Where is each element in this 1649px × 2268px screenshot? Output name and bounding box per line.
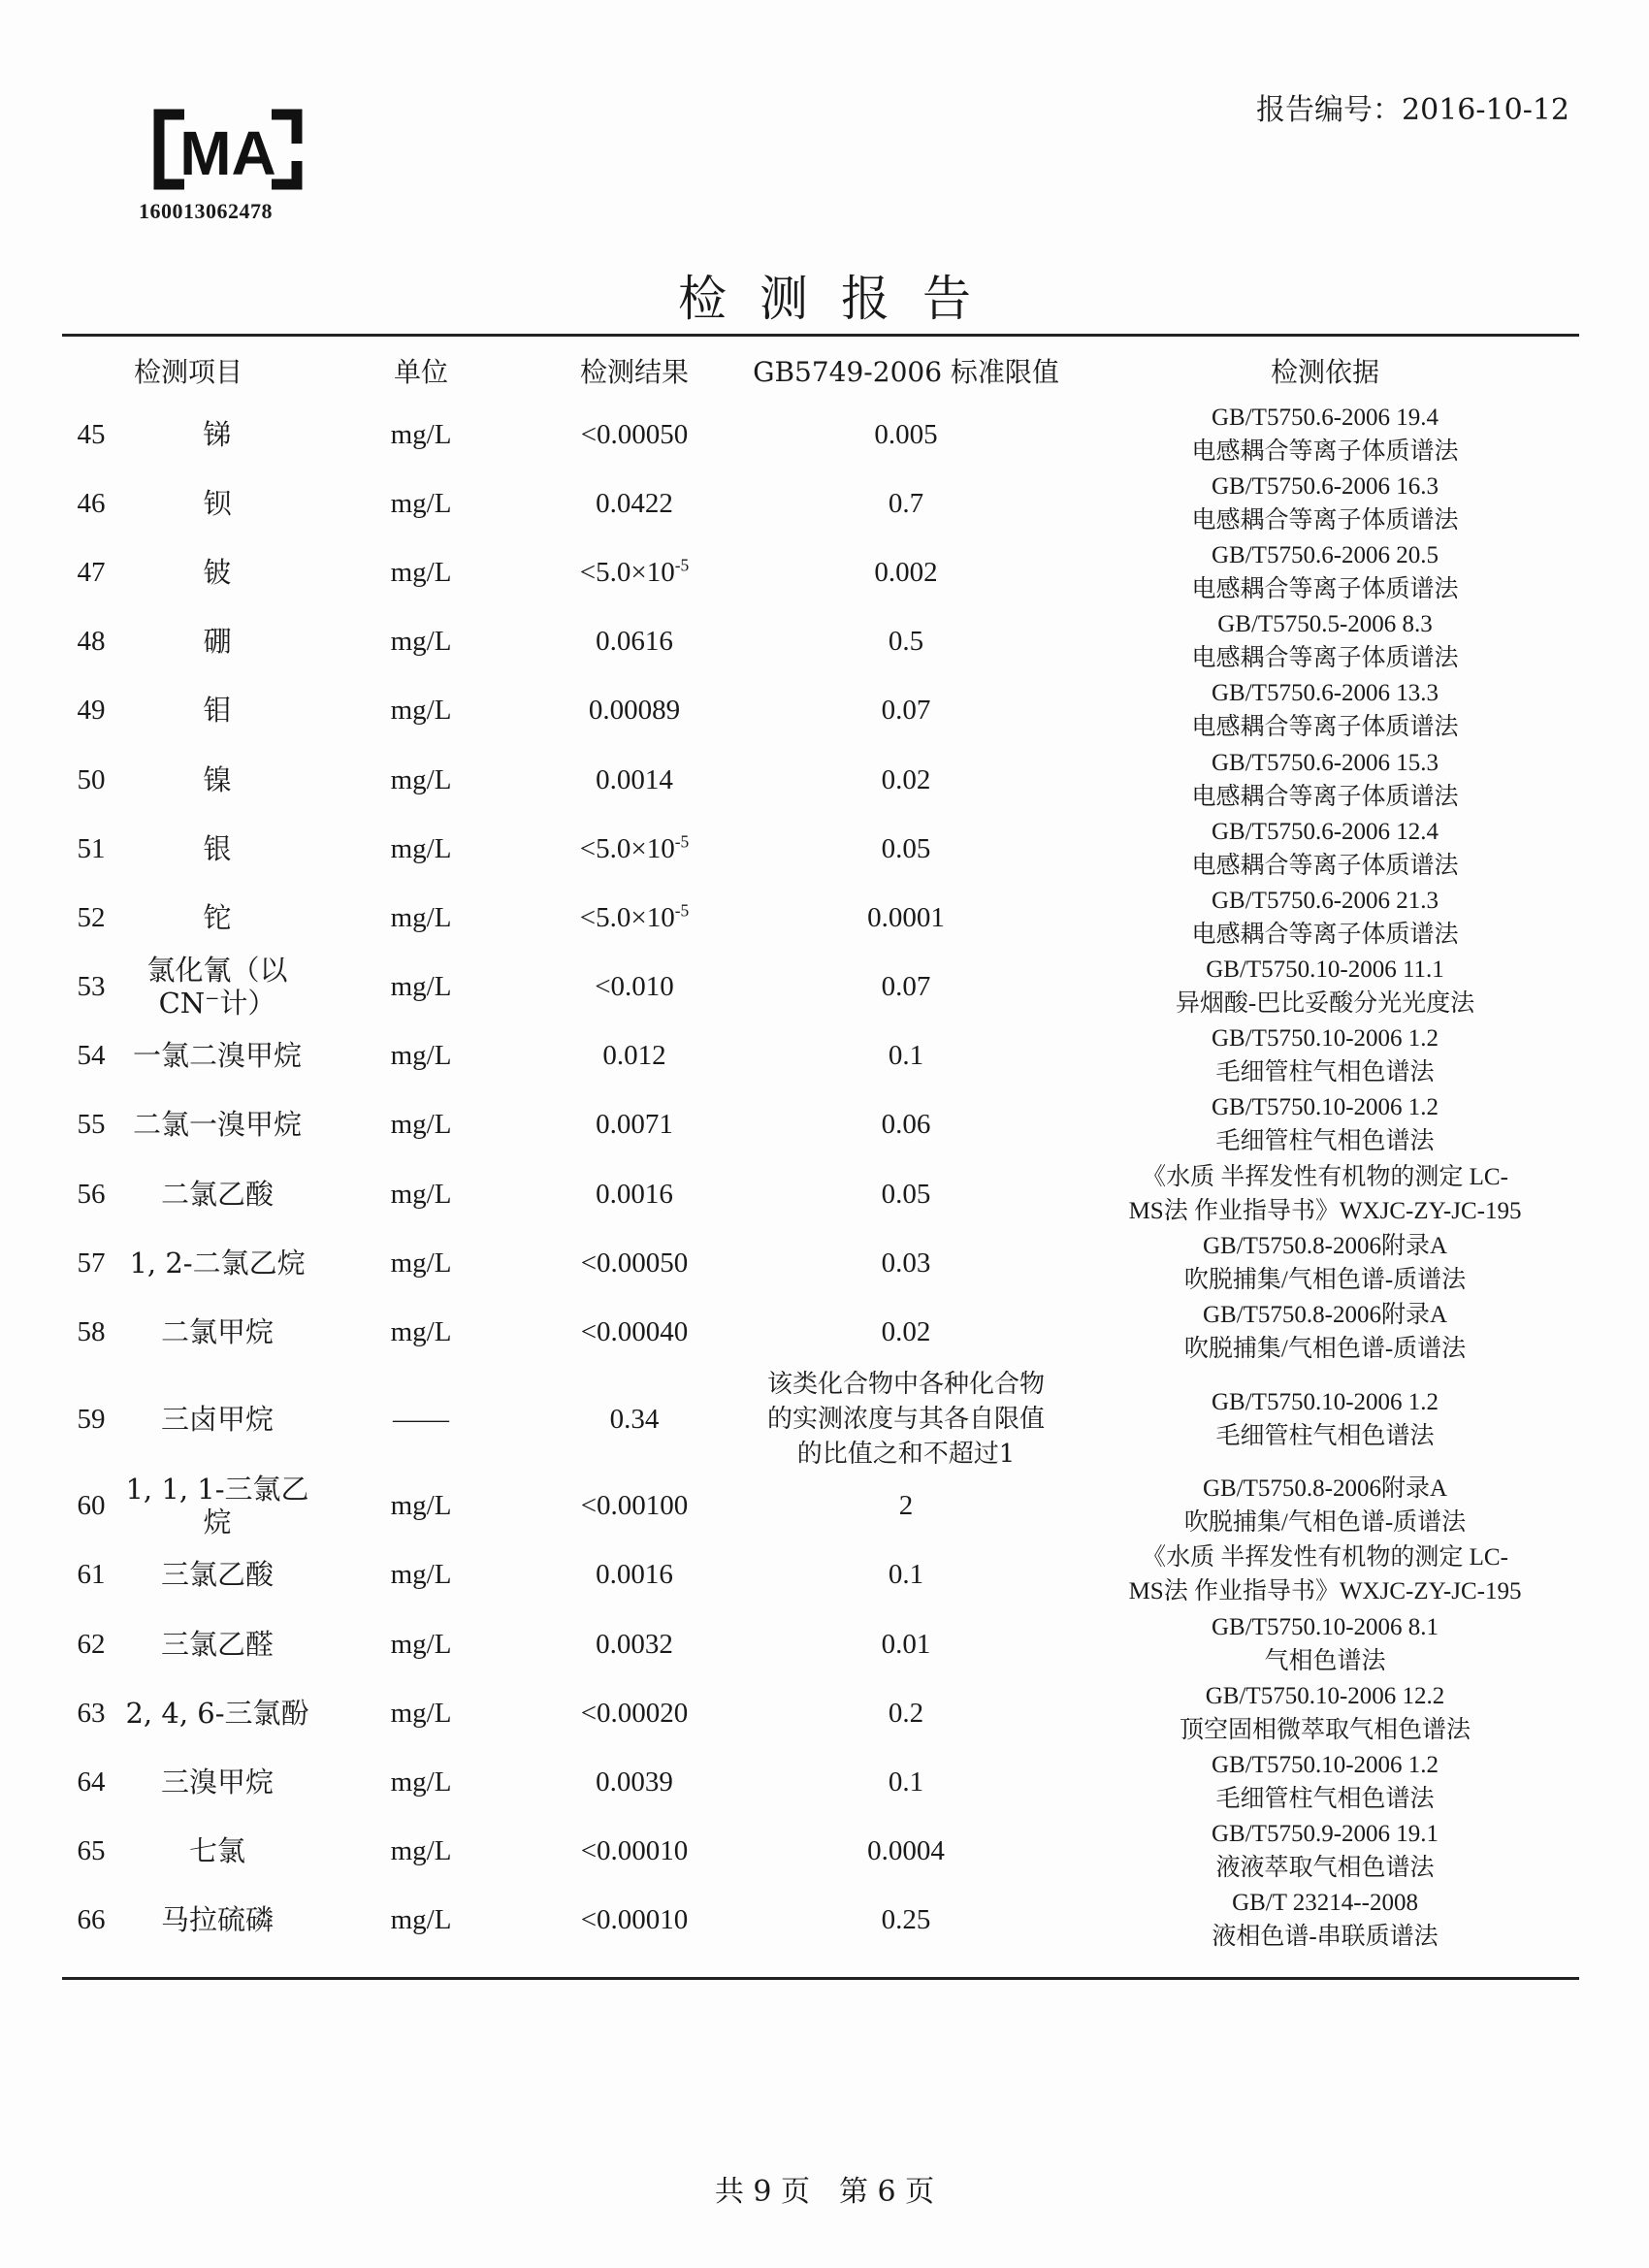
basis-value xyxy=(1071,1678,1579,1747)
limit-value: 0.01 xyxy=(881,1628,931,1660)
item-name: 硼 xyxy=(203,625,232,659)
table-row xyxy=(62,1886,1579,1955)
result-text: <0.00010 xyxy=(580,1835,689,1867)
table-row xyxy=(62,1367,1579,1472)
item-name: 铊 xyxy=(203,900,232,934)
unit-value: mg/L xyxy=(390,971,452,1003)
limit-value: 2 xyxy=(898,1490,914,1522)
column-header-basis: 检测依据 xyxy=(1271,356,1380,388)
row-number: 60 xyxy=(77,1490,106,1522)
table-body xyxy=(62,400,1579,1955)
basis-line: GB/T5750.10-2006 8.1 xyxy=(1212,1613,1439,1640)
basis-value xyxy=(1071,1472,1579,1540)
basis-value xyxy=(1071,745,1579,814)
result-value xyxy=(528,1472,741,1540)
row-number: 54 xyxy=(77,1040,106,1072)
result-value xyxy=(528,1817,741,1886)
limit-value: 0.05 xyxy=(881,832,931,864)
basis-line: GB/T5750.8-2006附录A xyxy=(1202,1475,1448,1503)
basis-line: GB/T5750.6-2006 16.3 xyxy=(1212,472,1439,500)
row-number: 59 xyxy=(77,1403,106,1435)
basis-line: 电感耦合等离子体质谱法 xyxy=(1191,437,1459,465)
result-value xyxy=(528,1159,741,1228)
basis-line: GB/T5750.6-2006 15.3 xyxy=(1212,749,1439,776)
basis-line: 顶空固相微萃取气相色谱法 xyxy=(1180,1716,1471,1743)
result-text: 0.0422 xyxy=(596,487,673,519)
limit-note-line: 的比值之和不超过1 xyxy=(796,1439,1016,1469)
result-text: 0.012 xyxy=(602,1040,666,1072)
column-header-limit: GB5749-2006 标准限值 xyxy=(753,356,1059,388)
basis-line: GB/T5750.5-2006 8.3 xyxy=(1217,611,1433,638)
result-text: 0.34 xyxy=(609,1403,660,1435)
row-number: 66 xyxy=(77,1904,106,1936)
unit-value: mg/L xyxy=(390,1628,452,1660)
limit-value: 0.1 xyxy=(888,1766,924,1798)
item-name: 七氯 xyxy=(189,1834,246,1868)
result-text: <0.00050 xyxy=(580,1247,689,1279)
result-value xyxy=(528,1747,741,1816)
row-number: 63 xyxy=(77,1697,106,1729)
limit-value: 0.02 xyxy=(881,1316,931,1348)
table-row xyxy=(62,400,1579,469)
result-value xyxy=(528,1540,741,1609)
basis-line: 毛细管柱气相色谱法 xyxy=(1215,1785,1435,1812)
results-table xyxy=(62,341,1579,1955)
result-value xyxy=(528,1609,741,1678)
basis-value xyxy=(1071,883,1579,952)
row-number: 57 xyxy=(77,1247,106,1279)
result-text: 0.0016 xyxy=(596,1178,673,1210)
table-row xyxy=(62,745,1579,814)
result-value xyxy=(528,1021,741,1090)
row-number: 46 xyxy=(77,487,106,519)
basis-line: 《水质 半挥发性有机物的测定 LC- xyxy=(1142,1544,1508,1571)
result-text: 0.0014 xyxy=(596,763,673,795)
unit-value: mg/L xyxy=(390,1559,452,1591)
basis-value xyxy=(1071,607,1579,676)
basis-line: GB/T5750.8-2006附录A xyxy=(1202,1302,1448,1329)
result-text: <5.0×10 xyxy=(579,832,675,864)
basis-line: 电感耦合等离子体质谱法 xyxy=(1191,921,1459,948)
item-name: 一氯二溴甲烷 xyxy=(133,1039,303,1073)
result-text: <5.0×10 xyxy=(579,901,675,933)
basis-value xyxy=(1071,814,1579,883)
unit-value: mg/L xyxy=(390,1178,452,1210)
table-row xyxy=(62,953,1579,1021)
table-row xyxy=(62,676,1579,745)
basis-value xyxy=(1071,953,1579,1021)
result-value xyxy=(528,1297,741,1366)
limit-note-line: 该类化合物中各种化合物 xyxy=(767,1369,1046,1399)
limit-value: 0.005 xyxy=(874,418,938,450)
column-header-unit: 单位 xyxy=(394,356,449,388)
basis-line: 电感耦合等离子体质谱法 xyxy=(1191,575,1459,602)
basis-line: 电感耦合等离子体质谱法 xyxy=(1191,783,1459,810)
item-name: 1, 1, 1-三氯乙烷 xyxy=(125,1473,309,1539)
result-text: 0.0071 xyxy=(596,1109,673,1141)
page-footer: 共 9 页 第 6 页 xyxy=(714,2175,935,2209)
result-value xyxy=(528,676,741,745)
result-value xyxy=(528,814,741,883)
basis-line: 电感耦合等离子体质谱法 xyxy=(1191,714,1459,741)
limit-value: 0.05 xyxy=(881,1178,931,1210)
basis-line: GB/T5750.9-2006 19.1 xyxy=(1212,1821,1439,1848)
limit-value: 0.7 xyxy=(888,487,924,519)
result-value xyxy=(528,607,741,676)
item-name: 钡 xyxy=(203,486,232,520)
unit-value: —— xyxy=(393,1403,450,1435)
item-name: 铍 xyxy=(203,555,232,589)
unit-value: mg/L xyxy=(390,1490,452,1522)
basis-value xyxy=(1071,1609,1579,1678)
table-row xyxy=(62,1678,1579,1747)
basis-value xyxy=(1071,1747,1579,1816)
table-row xyxy=(62,1817,1579,1886)
basis-line: GB/T5750.6-2006 13.3 xyxy=(1212,680,1439,707)
limit-value: 0.07 xyxy=(881,695,931,727)
item-name: 氯化氰（以CN⁻计） xyxy=(146,954,288,1021)
basis-value xyxy=(1071,469,1579,537)
table-row xyxy=(62,1090,1579,1159)
unit-value: mg/L xyxy=(390,695,452,727)
result-text: <0.010 xyxy=(595,971,674,1003)
basis-line: GB/T5750.10-2006 12.2 xyxy=(1205,1682,1445,1709)
basis-line: 毛细管柱气相色谱法 xyxy=(1215,1422,1435,1449)
limit-value: 0.002 xyxy=(874,556,938,588)
table-row xyxy=(62,883,1579,952)
basis-line: 毛细管柱气相色谱法 xyxy=(1215,1128,1435,1155)
unit-value: mg/L xyxy=(390,556,452,588)
basis-line: GB/T5750.10-2006 1.2 xyxy=(1212,1388,1439,1415)
item-name: 三氯乙酸 xyxy=(161,1558,275,1592)
cma-logo-text: MA xyxy=(179,118,276,188)
unit-value: mg/L xyxy=(390,1109,452,1141)
result-text: <5.0×10 xyxy=(579,556,675,588)
basis-value xyxy=(1071,1540,1579,1609)
item-name: 钼 xyxy=(203,694,232,728)
item-name: 三溴甲烷 xyxy=(161,1765,275,1798)
unit-value: mg/L xyxy=(390,832,452,864)
item-name: 马拉硫磷 xyxy=(161,1903,275,1937)
row-number: 49 xyxy=(77,695,106,727)
basis-line: 液相色谱-串联质谱法 xyxy=(1212,1924,1439,1951)
limit-value: 0.02 xyxy=(881,763,931,795)
table-row xyxy=(62,607,1579,676)
row-number: 52 xyxy=(77,901,106,933)
basis-value xyxy=(1071,1228,1579,1297)
basis-value xyxy=(1071,1021,1579,1090)
table-row xyxy=(62,1021,1579,1090)
result-value xyxy=(528,745,741,814)
table-row xyxy=(62,1609,1579,1678)
table-row xyxy=(62,469,1579,537)
row-number: 61 xyxy=(77,1559,106,1591)
table-row xyxy=(62,537,1579,606)
basis-line: 电感耦合等离子体质谱法 xyxy=(1191,852,1459,879)
basis-line: MS法 作业指导书》WXJC-ZY-JC-195 xyxy=(1128,1578,1522,1605)
basis-line: GB/T5750.8-2006附录A xyxy=(1202,1232,1448,1259)
limit-value: 0.06 xyxy=(881,1109,931,1141)
basis-line: 液液萃取气相色谱法 xyxy=(1215,1855,1435,1882)
item-name: 镍 xyxy=(203,762,232,796)
result-value xyxy=(528,1678,741,1747)
basis-line: 异烟酸-巴比妥酸分光光度法 xyxy=(1175,990,1475,1018)
unit-value: mg/L xyxy=(390,1040,452,1072)
limit-value: 0.25 xyxy=(881,1904,931,1936)
table-row xyxy=(62,1747,1579,1816)
basis-line: 电感耦合等离子体质谱法 xyxy=(1191,645,1459,672)
unit-value: mg/L xyxy=(390,763,452,795)
limit-value: 0.2 xyxy=(888,1697,924,1729)
basis-line: 《水质 半挥发性有机物的测定 LC- xyxy=(1142,1163,1508,1190)
unit-value: mg/L xyxy=(390,1697,452,1729)
row-number: 56 xyxy=(77,1178,106,1210)
unit-value: mg/L xyxy=(390,1247,452,1279)
result-text: 0.0039 xyxy=(596,1766,673,1798)
result-value xyxy=(528,400,741,469)
table-bottom-rule xyxy=(62,1977,1579,1980)
result-value xyxy=(528,469,741,537)
result-exponent: -5 xyxy=(674,831,690,852)
basis-line: 吹脱捕集/气相色谱-质谱法 xyxy=(1183,1266,1467,1293)
row-number: 50 xyxy=(77,763,106,795)
result-value xyxy=(528,1228,741,1297)
result-text: 0.0016 xyxy=(596,1559,673,1591)
result-text: <0.00010 xyxy=(580,1904,689,1936)
item-name: 三卤甲烷 xyxy=(161,1402,275,1436)
row-number: 53 xyxy=(77,971,106,1003)
result-text: <0.00050 xyxy=(580,418,689,450)
result-text: 0.0616 xyxy=(596,626,673,658)
basis-line: 电感耦合等离子体质谱法 xyxy=(1191,506,1459,534)
row-number: 45 xyxy=(77,418,106,450)
table-row xyxy=(62,1297,1579,1366)
basis-line: GB/T 23214--2008 xyxy=(1232,1890,1418,1917)
item-name: 1, 2-二氯乙烷 xyxy=(129,1246,306,1280)
basis-value xyxy=(1071,1817,1579,1886)
basis-value xyxy=(1071,1159,1579,1228)
basis-value xyxy=(1071,400,1579,469)
item-name: 二氯一溴甲烷 xyxy=(133,1108,303,1142)
row-number: 48 xyxy=(77,626,106,658)
basis-value xyxy=(1071,1886,1579,1955)
table-row xyxy=(62,1228,1579,1297)
unit-value: mg/L xyxy=(390,901,452,933)
basis-line: GB/T5750.6-2006 12.4 xyxy=(1212,818,1439,845)
column-header-item: 检测项目 xyxy=(134,356,243,388)
limit-value: 0.0004 xyxy=(867,1835,945,1867)
unit-value: mg/L xyxy=(390,487,452,519)
row-number: 64 xyxy=(77,1766,106,1798)
item-name: 2, 4, 6-三氯酚 xyxy=(125,1696,309,1730)
row-number: 62 xyxy=(77,1628,106,1660)
basis-value xyxy=(1071,1090,1579,1159)
cma-logo xyxy=(146,105,310,194)
unit-value: mg/L xyxy=(390,1904,452,1936)
unit-value: mg/L xyxy=(390,1835,452,1867)
table-top-rule xyxy=(62,334,1579,337)
basis-value xyxy=(1071,1367,1579,1472)
item-name: 二氯乙酸 xyxy=(161,1177,275,1211)
basis-line: 吹脱捕集/气相色谱-质谱法 xyxy=(1183,1336,1467,1363)
row-number: 58 xyxy=(77,1316,106,1348)
item-name: 三氯乙醛 xyxy=(161,1627,275,1661)
result-value xyxy=(528,1090,741,1159)
report-number: 报告编号：2016-10-12 xyxy=(1256,93,1569,127)
item-name: 二氯甲烷 xyxy=(161,1315,275,1349)
table-row xyxy=(62,1540,1579,1609)
item-name: 锑 xyxy=(203,417,232,451)
table-row xyxy=(62,1472,1579,1540)
basis-value xyxy=(1071,537,1579,606)
unit-value: mg/L xyxy=(390,1316,452,1348)
row-number: 51 xyxy=(77,832,106,864)
row-number: 65 xyxy=(77,1835,106,1867)
basis-line: GB/T5750.10-2006 1.2 xyxy=(1212,1094,1439,1121)
unit-value: mg/L xyxy=(390,418,452,450)
basis-line: 毛细管柱气相色谱法 xyxy=(1215,1059,1435,1086)
basis-line: GB/T5750.6-2006 20.5 xyxy=(1212,541,1439,568)
row-number: 55 xyxy=(77,1109,106,1141)
limit-note-line: 的实测浓度与其各自限值 xyxy=(767,1404,1046,1434)
cma-certificate-number: 160013062478 xyxy=(139,199,273,223)
limit-value: 0.1 xyxy=(888,1040,924,1072)
limit-value: 0.03 xyxy=(881,1247,931,1279)
column-header-result: 检测结果 xyxy=(580,356,690,388)
result-value xyxy=(528,1367,741,1472)
basis-value xyxy=(1071,1297,1579,1366)
basis-line: GB/T5750.10-2006 11.1 xyxy=(1206,956,1444,984)
table-row xyxy=(62,814,1579,883)
result-value xyxy=(528,1886,741,1955)
unit-value: mg/L xyxy=(390,1766,452,1798)
basis-line: 吹脱捕集/气相色谱-质谱法 xyxy=(1183,1509,1467,1537)
basis-line: GB/T5750.10-2006 1.2 xyxy=(1212,1025,1439,1053)
basis-line: GB/T5750.10-2006 1.2 xyxy=(1212,1751,1439,1778)
result-exponent: -5 xyxy=(674,900,690,921)
result-text: <0.00100 xyxy=(580,1490,689,1522)
table-row xyxy=(62,1159,1579,1228)
limit-note xyxy=(741,1367,1071,1472)
limit-value: 0.0001 xyxy=(867,901,945,933)
item-name: 银 xyxy=(203,831,232,865)
limit-value: 0.1 xyxy=(888,1559,924,1591)
basis-line: GB/T5750.6-2006 21.3 xyxy=(1212,887,1439,914)
basis-line: GB/T5750.6-2006 19.4 xyxy=(1212,404,1439,431)
result-value xyxy=(528,537,741,606)
result-text: 0.00089 xyxy=(588,695,681,727)
basis-line: MS法 作业指导书》WXJC-ZY-JC-195 xyxy=(1128,1197,1522,1224)
basis-value xyxy=(1071,676,1579,745)
basis-line: 气相色谱法 xyxy=(1264,1647,1386,1674)
result-value xyxy=(528,883,741,952)
table-header-row xyxy=(62,341,1579,400)
row-number: 47 xyxy=(77,556,106,588)
limit-value: 0.07 xyxy=(881,971,931,1003)
result-text: <0.00020 xyxy=(580,1697,689,1729)
page-title: 检测报告 xyxy=(678,271,1004,327)
result-text: <0.00040 xyxy=(580,1316,689,1348)
result-value xyxy=(528,953,741,1021)
result-exponent: -5 xyxy=(674,555,690,575)
result-text: 0.0032 xyxy=(596,1628,673,1660)
unit-value: mg/L xyxy=(390,626,452,658)
limit-value: 0.5 xyxy=(888,626,924,658)
